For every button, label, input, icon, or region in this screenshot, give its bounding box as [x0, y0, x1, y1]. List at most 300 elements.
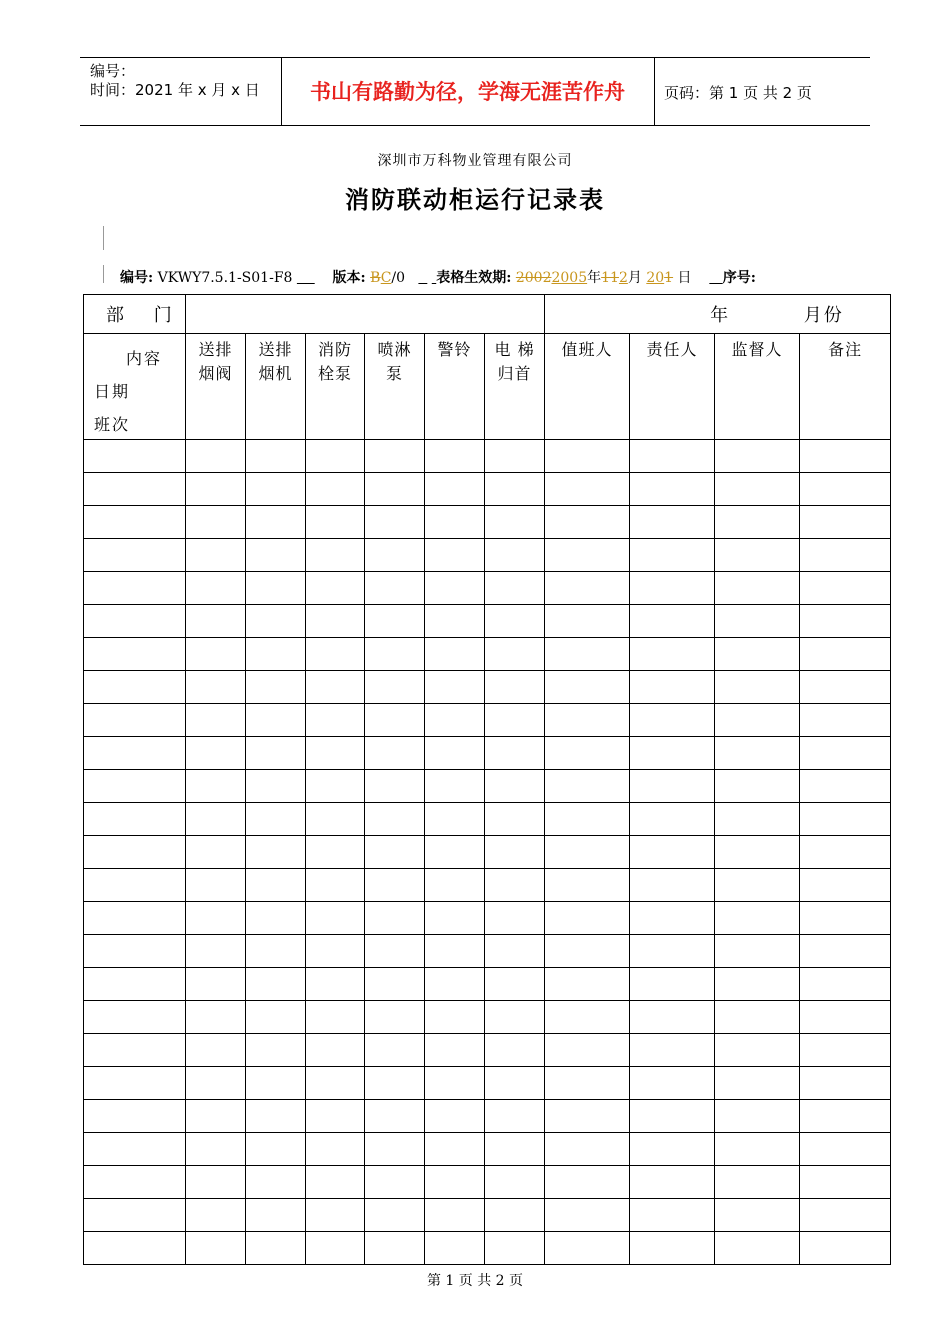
table-cell[interactable]: [715, 572, 800, 605]
table-cell[interactable]: [800, 1001, 891, 1034]
table-cell[interactable]: [715, 704, 800, 737]
table-cell[interactable]: [84, 836, 186, 869]
table-cell[interactable]: [485, 638, 545, 671]
table-cell[interactable]: [545, 1199, 630, 1232]
table-cell[interactable]: [545, 638, 630, 671]
table-cell[interactable]: [485, 1034, 545, 1067]
table-cell[interactable]: [84, 539, 186, 572]
table-cell[interactable]: [800, 506, 891, 539]
table-cell[interactable]: [715, 1166, 800, 1199]
table-cell[interactable]: [306, 638, 365, 671]
table-cell[interactable]: [84, 440, 186, 473]
table-cell[interactable]: [545, 539, 630, 572]
table-cell[interactable]: [485, 539, 545, 572]
table-cell[interactable]: [186, 1100, 246, 1133]
table-cell[interactable]: [306, 704, 365, 737]
table-cell[interactable]: [306, 902, 365, 935]
table-cell[interactable]: [800, 638, 891, 671]
table-cell[interactable]: [246, 671, 306, 704]
table-cell[interactable]: [545, 737, 630, 770]
table-cell[interactable]: [485, 572, 545, 605]
table-cell[interactable]: [485, 704, 545, 737]
table-cell[interactable]: [715, 671, 800, 704]
table-cell[interactable]: [306, 539, 365, 572]
table-cell[interactable]: [485, 1067, 545, 1100]
table-cell[interactable]: [800, 1034, 891, 1067]
table-cell[interactable]: [630, 506, 715, 539]
table-cell[interactable]: [84, 902, 186, 935]
col-responsible: [630, 334, 715, 440]
table-cell[interactable]: [545, 572, 630, 605]
table-cell[interactable]: [306, 1067, 365, 1100]
table-cell[interactable]: [186, 935, 246, 968]
table-cell[interactable]: [84, 1034, 186, 1067]
table-cell[interactable]: [545, 506, 630, 539]
table-cell[interactable]: [715, 968, 800, 1001]
table-cell[interactable]: [425, 704, 485, 737]
table-cell[interactable]: [485, 605, 545, 638]
table-cell[interactable]: [186, 1199, 246, 1232]
table-cell[interactable]: [800, 836, 891, 869]
table-cell[interactable]: [715, 1067, 800, 1100]
table-cell[interactable]: [186, 836, 246, 869]
table-cell[interactable]: [306, 1133, 365, 1166]
table-cell[interactable]: [246, 1100, 306, 1133]
table-cell[interactable]: [306, 836, 365, 869]
table-cell[interactable]: [84, 1232, 186, 1265]
table-cell[interactable]: [84, 638, 186, 671]
table-cell[interactable]: [545, 902, 630, 935]
table-cell[interactable]: [84, 968, 186, 1001]
table-cell[interactable]: [306, 440, 365, 473]
table-cell[interactable]: [306, 1166, 365, 1199]
table-cell[interactable]: [715, 1199, 800, 1232]
table-cell[interactable]: [715, 803, 800, 836]
table-cell[interactable]: [630, 1067, 715, 1100]
table-cell[interactable]: [630, 968, 715, 1001]
table-cell[interactable]: [800, 1199, 891, 1232]
table-row: [84, 737, 891, 770]
table-cell[interactable]: [715, 935, 800, 968]
table-cell[interactable]: [84, 737, 186, 770]
table-cell[interactable]: [186, 869, 246, 902]
table-cell[interactable]: [246, 506, 306, 539]
table-cell[interactable]: [84, 605, 186, 638]
table-cell[interactable]: [246, 638, 306, 671]
table-cell[interactable]: [485, 671, 545, 704]
table-cell[interactable]: [800, 671, 891, 704]
table-cell[interactable]: [715, 1034, 800, 1067]
table-cell[interactable]: [630, 770, 715, 803]
table-cell[interactable]: [630, 1100, 715, 1133]
table-cell[interactable]: [630, 1034, 715, 1067]
table-cell[interactable]: [485, 968, 545, 1001]
table-cell[interactable]: [425, 1133, 485, 1166]
table-cell[interactable]: [306, 671, 365, 704]
table-cell[interactable]: [84, 1199, 186, 1232]
meta-month-inserted: 2: [618, 270, 628, 286]
table-cell[interactable]: [485, 803, 545, 836]
table-cell[interactable]: [246, 1133, 306, 1166]
table-cell[interactable]: [715, 902, 800, 935]
table-cell[interactable]: [425, 1166, 485, 1199]
table-cell[interactable]: [246, 968, 306, 1001]
table-cell[interactable]: [630, 572, 715, 605]
table-cell[interactable]: [715, 473, 800, 506]
table-cell[interactable]: [630, 803, 715, 836]
table-cell[interactable]: [425, 869, 485, 902]
table-cell[interactable]: [306, 473, 365, 506]
table-cell[interactable]: [186, 572, 246, 605]
table-cell[interactable]: [365, 473, 425, 506]
table-cell[interactable]: [246, 1199, 306, 1232]
table-cell[interactable]: [365, 902, 425, 935]
table-cell[interactable]: [800, 935, 891, 968]
table-cell[interactable]: [246, 935, 306, 968]
table-cell[interactable]: [186, 1133, 246, 1166]
table-cell[interactable]: [306, 1100, 365, 1133]
col-hydrant-pump-line2: 栓泵: [317, 364, 352, 383]
table-cell[interactable]: [545, 1067, 630, 1100]
table-cell[interactable]: [545, 1034, 630, 1067]
table-cell[interactable]: [545, 1166, 630, 1199]
table-cell[interactable]: [485, 737, 545, 770]
table-cell[interactable]: [365, 1001, 425, 1034]
table-cell[interactable]: [365, 440, 425, 473]
table-cell[interactable]: [186, 1166, 246, 1199]
table-cell[interactable]: [365, 1100, 425, 1133]
table-cell[interactable]: [800, 1133, 891, 1166]
col-elevator-homing: [485, 334, 545, 440]
col-smoke-valve-line1: 送排: [198, 340, 233, 359]
table-cell[interactable]: [246, 1034, 306, 1067]
table-cell[interactable]: [365, 737, 425, 770]
table-cell[interactable]: [800, 1166, 891, 1199]
table-cell[interactable]: [630, 440, 715, 473]
table-cell[interactable]: [186, 737, 246, 770]
meta-serial-label: 序号:: [722, 270, 756, 286]
table-cell[interactable]: [84, 1067, 186, 1100]
table-cell[interactable]: [186, 1001, 246, 1034]
table-cell[interactable]: [425, 572, 485, 605]
table-cell[interactable]: [800, 704, 891, 737]
table-cell[interactable]: [425, 836, 485, 869]
table-cell[interactable]: [715, 440, 800, 473]
table-cell[interactable]: [425, 770, 485, 803]
table-cell[interactable]: [715, 638, 800, 671]
table-cell[interactable]: [84, 506, 186, 539]
table-cell[interactable]: [715, 1232, 800, 1265]
table-cell[interactable]: [545, 1001, 630, 1034]
header-bottom-rule: [80, 125, 870, 126]
table-row: [84, 935, 891, 968]
table-cell[interactable]: [545, 440, 630, 473]
table-cell[interactable]: [545, 671, 630, 704]
table-cell[interactable]: [365, 968, 425, 1001]
table-cell[interactable]: [545, 1100, 630, 1133]
table-cell[interactable]: [306, 770, 365, 803]
table-cell[interactable]: [186, 1067, 246, 1100]
table-cell[interactable]: [306, 605, 365, 638]
table-cell[interactable]: [306, 1199, 365, 1232]
col-hydrant-pump-line1: 消防: [317, 340, 352, 359]
table-cell[interactable]: [246, 704, 306, 737]
table-cell[interactable]: [365, 605, 425, 638]
table-row: [84, 803, 891, 836]
table-cell[interactable]: [84, 869, 186, 902]
table-cell[interactable]: [800, 605, 891, 638]
table-cell[interactable]: [84, 1166, 186, 1199]
table-cell[interactable]: [365, 1067, 425, 1100]
table-cell[interactable]: [425, 440, 485, 473]
table-cell[interactable]: [630, 473, 715, 506]
table-cell[interactable]: [84, 770, 186, 803]
table-cell[interactable]: [186, 671, 246, 704]
table-cell[interactable]: [246, 803, 306, 836]
table-cell[interactable]: [425, 803, 485, 836]
table-cell[interactable]: [630, 1133, 715, 1166]
table-cell[interactable]: [186, 539, 246, 572]
table-cell[interactable]: [246, 770, 306, 803]
table-cell[interactable]: [365, 869, 425, 902]
table-cell[interactable]: [545, 869, 630, 902]
table-cell[interactable]: [485, 440, 545, 473]
table-row: [84, 1034, 891, 1067]
table-cell[interactable]: [365, 1034, 425, 1067]
table-cell[interactable]: [186, 1034, 246, 1067]
table-cell[interactable]: [630, 1166, 715, 1199]
table-cell[interactable]: [365, 638, 425, 671]
table-cell[interactable]: [545, 935, 630, 968]
table-cell[interactable]: [246, 869, 306, 902]
table-cell[interactable]: [715, 770, 800, 803]
table-cell[interactable]: [545, 1232, 630, 1265]
table-cell[interactable]: [246, 473, 306, 506]
table-cell[interactable]: [545, 836, 630, 869]
table-cell[interactable]: [545, 770, 630, 803]
table-cell[interactable]: [630, 605, 715, 638]
table-cell[interactable]: [485, 836, 545, 869]
year-month-cell[interactable]: [545, 295, 891, 334]
table-cell[interactable]: [425, 506, 485, 539]
table-cell[interactable]: [545, 968, 630, 1001]
table-cell[interactable]: [306, 1001, 365, 1034]
table-cell[interactable]: [800, 473, 891, 506]
table-cell[interactable]: [630, 638, 715, 671]
table-cell[interactable]: [365, 803, 425, 836]
table-cell[interactable]: [630, 671, 715, 704]
table-cell[interactable]: [186, 1232, 246, 1265]
table-cell[interactable]: [306, 803, 365, 836]
table-cell[interactable]: [306, 1232, 365, 1265]
table-cell[interactable]: [306, 1034, 365, 1067]
table-cell[interactable]: [365, 935, 425, 968]
table-cell[interactable]: [186, 638, 246, 671]
table-cell[interactable]: [800, 737, 891, 770]
table-cell[interactable]: [715, 539, 800, 572]
table-cell[interactable]: [425, 539, 485, 572]
table-cell[interactable]: [715, 605, 800, 638]
table-cell[interactable]: [186, 770, 246, 803]
table-cell[interactable]: [485, 473, 545, 506]
table-cell[interactable]: [246, 836, 306, 869]
table-cell[interactable]: [246, 572, 306, 605]
table-cell[interactable]: [84, 1001, 186, 1034]
col-remarks: [800, 334, 891, 440]
table-cell[interactable]: [630, 704, 715, 737]
table-cell[interactable]: [545, 803, 630, 836]
meta-version-label: 版本:: [332, 270, 366, 286]
table-cell[interactable]: [365, 704, 425, 737]
table-cell[interactable]: [425, 671, 485, 704]
table-cell[interactable]: [715, 869, 800, 902]
table-cell[interactable]: [425, 638, 485, 671]
table-cell[interactable]: [485, 1166, 545, 1199]
table-cell[interactable]: [425, 1067, 485, 1100]
table-cell[interactable]: [800, 1232, 891, 1265]
table-cell[interactable]: [800, 869, 891, 902]
table-cell[interactable]: [630, 935, 715, 968]
table-cell[interactable]: [186, 968, 246, 1001]
table-cell[interactable]: [246, 539, 306, 572]
table-cell[interactable]: [306, 737, 365, 770]
table-cell[interactable]: [365, 836, 425, 869]
table-cell[interactable]: [800, 968, 891, 1001]
table-row: [84, 1166, 891, 1199]
table-cell[interactable]: [630, 737, 715, 770]
table-cell[interactable]: [485, 1133, 545, 1166]
table-cell[interactable]: [306, 506, 365, 539]
table-cell[interactable]: [425, 1001, 485, 1034]
table-cell[interactable]: [485, 935, 545, 968]
table-cell[interactable]: [186, 506, 246, 539]
table-cell[interactable]: [84, 1133, 186, 1166]
table-cell[interactable]: [545, 704, 630, 737]
table-cell[interactable]: [425, 1199, 485, 1232]
table-cell[interactable]: [425, 902, 485, 935]
table-cell[interactable]: [485, 506, 545, 539]
table-cell[interactable]: [365, 1199, 425, 1232]
table-row: [84, 902, 891, 935]
table-cell[interactable]: [425, 968, 485, 1001]
table-cell[interactable]: [365, 506, 425, 539]
table-cell[interactable]: [715, 506, 800, 539]
table-cell[interactable]: [425, 737, 485, 770]
table-cell[interactable]: [246, 1001, 306, 1034]
table-cell[interactable]: [84, 704, 186, 737]
table-cell[interactable]: [186, 440, 246, 473]
table-cell[interactable]: [84, 671, 186, 704]
table-cell[interactable]: [84, 935, 186, 968]
table-cell[interactable]: [485, 1100, 545, 1133]
table-cell[interactable]: [485, 1199, 545, 1232]
table-cell[interactable]: [630, 1199, 715, 1232]
table-cell[interactable]: [84, 473, 186, 506]
table-cell[interactable]: [485, 869, 545, 902]
table-cell[interactable]: [800, 803, 891, 836]
table-cell[interactable]: [186, 704, 246, 737]
table-cell[interactable]: [545, 473, 630, 506]
table-cell[interactable]: [246, 1067, 306, 1100]
table-cell[interactable]: [186, 902, 246, 935]
table-cell[interactable]: [84, 1100, 186, 1133]
table-cell[interactable]: [365, 1133, 425, 1166]
table-cell[interactable]: [485, 902, 545, 935]
table-cell[interactable]: [800, 902, 891, 935]
table-cell[interactable]: [84, 572, 186, 605]
table-cell[interactable]: [246, 902, 306, 935]
table-cell[interactable]: [425, 1100, 485, 1133]
table-cell[interactable]: [800, 539, 891, 572]
table-cell[interactable]: [365, 1166, 425, 1199]
table-cell[interactable]: [246, 605, 306, 638]
table-cell[interactable]: [186, 803, 246, 836]
table-cell[interactable]: [630, 539, 715, 572]
table-row: [84, 539, 891, 572]
table-cell[interactable]: [545, 605, 630, 638]
table-cell[interactable]: [365, 539, 425, 572]
meta-year-inserted: 2005: [551, 270, 588, 286]
table-cell[interactable]: [545, 1133, 630, 1166]
table-cell[interactable]: [84, 803, 186, 836]
table-cell[interactable]: [715, 1001, 800, 1034]
table-cell[interactable]: [630, 836, 715, 869]
table-cell[interactable]: [306, 869, 365, 902]
margin-marker: [103, 226, 104, 250]
table-cell[interactable]: [306, 968, 365, 1001]
table-cell[interactable]: [246, 1232, 306, 1265]
table-cell[interactable]: [485, 1232, 545, 1265]
table-cell[interactable]: [715, 737, 800, 770]
table-cell[interactable]: [800, 1067, 891, 1100]
table-cell[interactable]: [246, 1166, 306, 1199]
table-cell[interactable]: [630, 869, 715, 902]
table-cell[interactable]: [365, 770, 425, 803]
table-cell[interactable]: [800, 440, 891, 473]
col-smoke-fan-line1: 送排: [258, 340, 293, 359]
header-page-info: 页码：第 1 页 共 2 页: [664, 84, 812, 102]
table-cell[interactable]: [425, 1232, 485, 1265]
table-cell[interactable]: [425, 1034, 485, 1067]
table-cell[interactable]: [630, 902, 715, 935]
table-cell[interactable]: [186, 605, 246, 638]
meta-effective-label: 表格生效期:: [436, 270, 512, 286]
table-cell[interactable]: [425, 473, 485, 506]
dept-value-cell[interactable]: [186, 295, 545, 334]
table-cell[interactable]: [715, 1133, 800, 1166]
table-cell[interactable]: [630, 1232, 715, 1265]
table-cell[interactable]: [800, 770, 891, 803]
table-cell[interactable]: [186, 473, 246, 506]
table-cell[interactable]: [306, 572, 365, 605]
table-cell[interactable]: [800, 572, 891, 605]
table-cell[interactable]: [485, 770, 545, 803]
table-cell[interactable]: [425, 935, 485, 968]
table-cell[interactable]: [715, 1100, 800, 1133]
table-cell[interactable]: [630, 1001, 715, 1034]
table-cell[interactable]: [365, 671, 425, 704]
table-cell[interactable]: [246, 737, 306, 770]
table-cell[interactable]: [365, 572, 425, 605]
table-cell[interactable]: [246, 440, 306, 473]
table-cell[interactable]: [365, 1232, 425, 1265]
table-cell[interactable]: [800, 1100, 891, 1133]
table-cell[interactable]: [306, 935, 365, 968]
table-cell[interactable]: [485, 1001, 545, 1034]
table-cell[interactable]: [715, 836, 800, 869]
table-cell[interactable]: [425, 605, 485, 638]
col-smoke-valve: [186, 334, 246, 440]
